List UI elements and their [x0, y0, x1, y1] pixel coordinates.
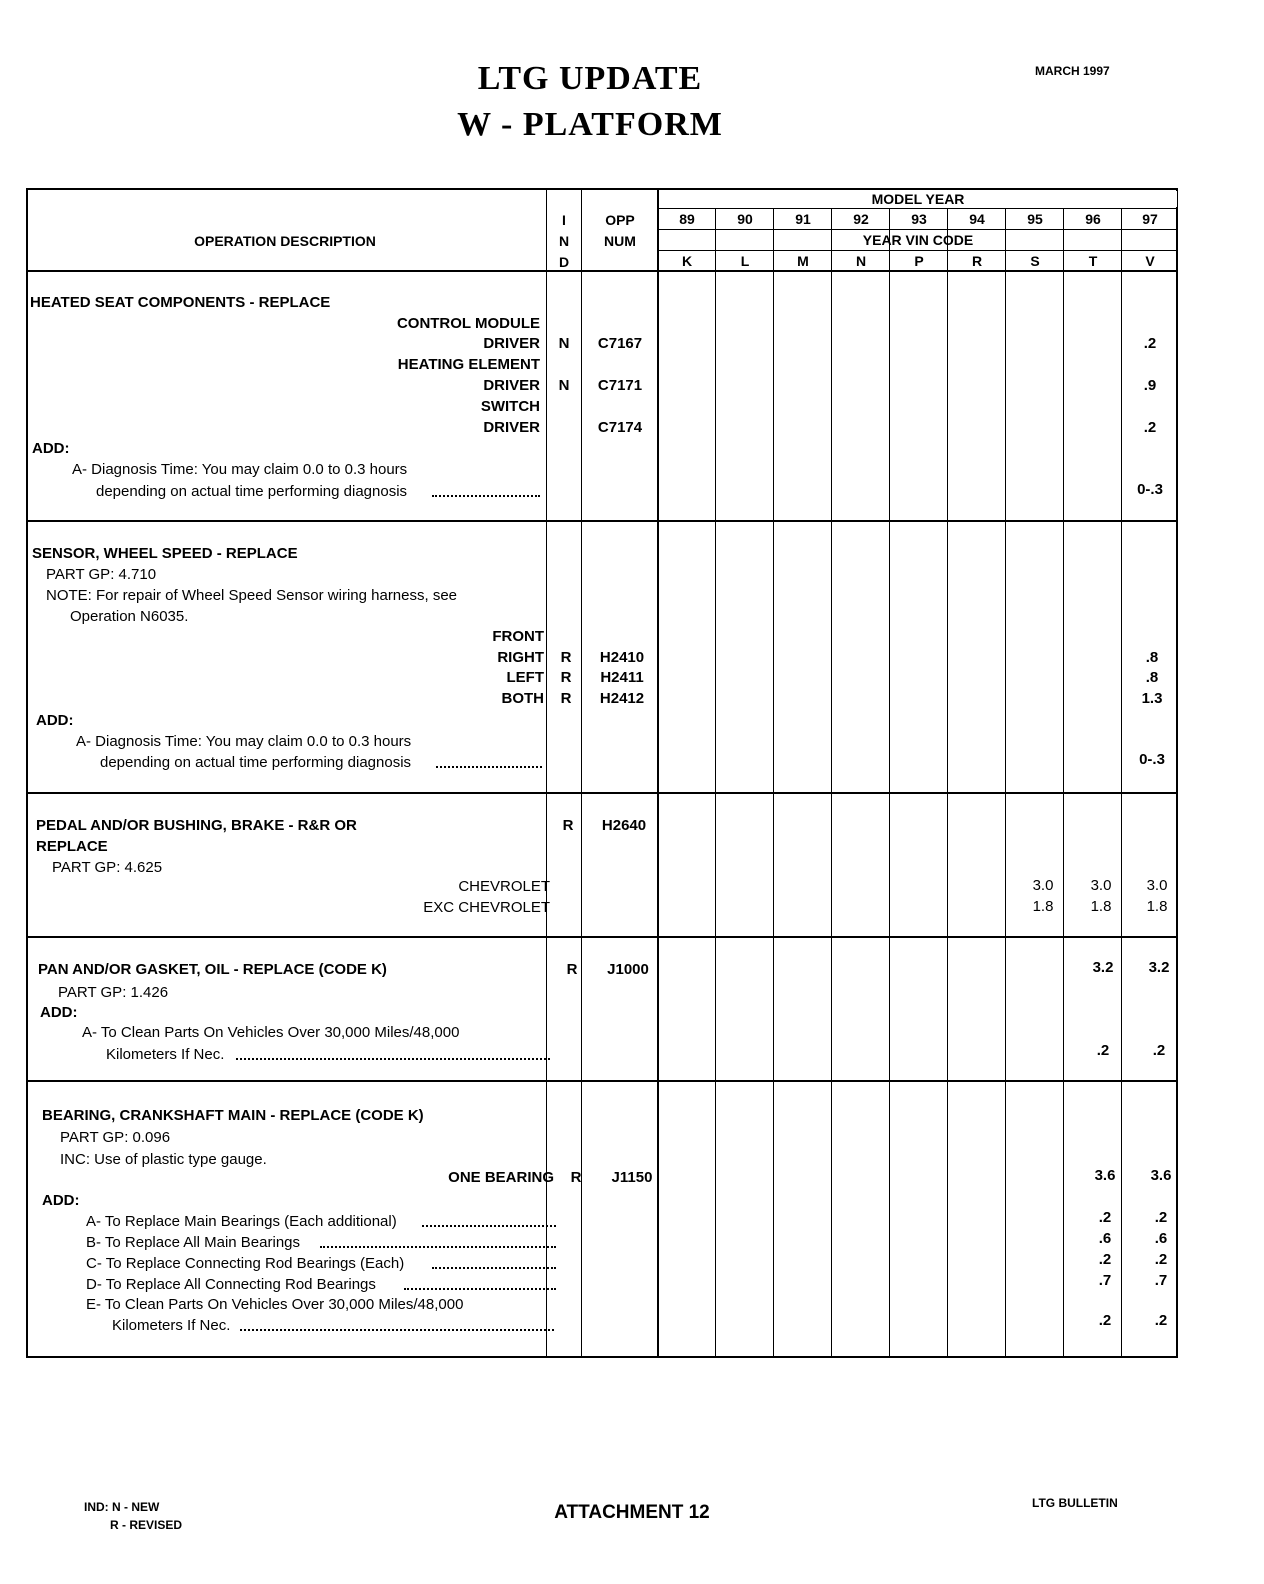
section-title: REPLACE — [36, 838, 108, 855]
add-item: depending on actual time performing diagnosis — [96, 483, 408, 500]
sub-heading: SWITCH — [480, 398, 540, 415]
value-96: .2 — [1098, 1312, 1112, 1329]
row-label: RIGHT — [497, 649, 544, 666]
opp-num: H2410 — [599, 649, 645, 666]
opp-num: H2412 — [599, 690, 645, 707]
value-97: .2 — [1152, 1042, 1166, 1059]
opp-num: H2411 — [600, 669, 644, 686]
note: NOTE: For repair of Wheel Speed Sensor wiring harness, see — [46, 587, 458, 604]
value-97: 1.8 — [1146, 898, 1168, 915]
date-label: MARCH 1997 — [1035, 64, 1110, 78]
ind-value: R — [560, 690, 572, 707]
value-97: .8 — [1145, 669, 1159, 686]
section-title: BEARING, CRANKSHAFT MAIN - REPLACE (CODE K) — [42, 1107, 424, 1124]
row-label: DRIVER — [483, 335, 540, 352]
year-91: 91 — [795, 211, 811, 227]
add-label: ADD: — [36, 712, 74, 729]
value-97: .2 — [1143, 419, 1157, 436]
add-item: A- To Clean Parts On Vehicles Over 30,000 Miles/48,000 — [82, 1024, 460, 1041]
value-96: .7 — [1098, 1272, 1112, 1289]
row-label: DRIVER — [483, 419, 540, 436]
value-97: 0-.3 — [1139, 751, 1165, 768]
part-group: PART GP: 0.096 — [60, 1129, 171, 1146]
header-ind-i: I — [562, 212, 566, 228]
year-89: 89 — [679, 211, 695, 227]
ind-value: R — [570, 1169, 582, 1186]
page-subtitle: W - PLATFORM — [457, 106, 723, 143]
value-96: .2 — [1096, 1042, 1110, 1059]
section-title: PEDAL AND/OR BUSHING, BRAKE - R&R OR — [36, 817, 357, 834]
header-num: NUM — [604, 233, 636, 249]
opp-num: J1150 — [611, 1169, 653, 1186]
ind-value: R — [560, 649, 572, 666]
header-vin-code: YEAR VIN CODE — [862, 232, 974, 248]
add-label: ADD: — [32, 440, 70, 457]
add-item: B- To Replace All Main Bearings — [86, 1234, 300, 1251]
value-95: 3.0 — [1032, 877, 1054, 894]
add-item: D- To Replace All Connecting Rod Bearings — [86, 1276, 376, 1293]
value-96: 1.8 — [1090, 898, 1112, 915]
value-97: .2 — [1154, 1312, 1168, 1329]
value-97: .6 — [1154, 1230, 1168, 1247]
year-96: 96 — [1085, 211, 1101, 227]
inc-note: INC: Use of plastic type gauge. — [60, 1151, 267, 1168]
value-97: .2 — [1143, 335, 1157, 352]
vin-code: P — [914, 253, 924, 269]
add-item: E- To Clean Parts On Vehicles Over 30,000 Miles/48,000 — [86, 1296, 464, 1313]
value-96: 3.2 — [1092, 959, 1114, 976]
value-97: 1.3 — [1141, 690, 1163, 707]
value-97: 3.2 — [1148, 959, 1170, 976]
add-label: ADD: — [42, 1192, 80, 1209]
note: Operation N6035. — [70, 608, 189, 625]
ind-value: R — [566, 961, 578, 978]
add-item: Kilometers If Nec. — [106, 1046, 225, 1063]
footer-ind-new: IND: N - NEW — [84, 1500, 160, 1514]
value-96: .2 — [1098, 1209, 1112, 1226]
part-group: PART GP: 4.625 — [52, 859, 163, 876]
value-97: .2 — [1154, 1251, 1168, 1268]
section-title: PAN AND/OR GASKET, OIL - REPLACE (CODE K) — [38, 961, 387, 978]
value-96: 3.0 — [1090, 877, 1112, 894]
vin-code: L — [740, 253, 750, 269]
page-title: LTG UPDATE — [477, 60, 703, 97]
opp-num: C7171 — [597, 377, 643, 394]
add-item: A- To Replace Main Bearings (Each additional) — [86, 1213, 397, 1230]
vin-code: R — [971, 253, 983, 269]
opp-num: J1000 — [607, 961, 649, 978]
value-97: .7 — [1154, 1272, 1168, 1289]
vin-code: K — [681, 253, 693, 269]
header-operation-description: OPERATION DESCRIPTION — [194, 233, 376, 249]
part-group: PART GP: 1.426 — [58, 984, 169, 1001]
year-94: 94 — [969, 211, 985, 227]
vin-code: V — [1145, 253, 1155, 269]
add-item: depending on actual time performing diagnosis — [100, 754, 412, 771]
ind-value: N — [558, 335, 570, 352]
vin-code: S — [1030, 253, 1040, 269]
value-97: .2 — [1154, 1209, 1168, 1226]
add-label: ADD: — [40, 1004, 78, 1021]
attachment-label: ATTACHMENT 12 — [554, 1502, 710, 1523]
section-title: HEATED SEAT COMPONENTS - REPLACE — [30, 294, 331, 311]
year-93: 93 — [911, 211, 927, 227]
value-96: .6 — [1098, 1230, 1112, 1247]
part-group: PART GP: 4.710 — [46, 566, 157, 583]
row-label: BOTH — [501, 690, 544, 707]
row-label: EXC CHEVROLET — [423, 899, 550, 916]
opp-num: C7174 — [597, 419, 643, 436]
header-model-year: MODEL YEAR — [659, 191, 1177, 207]
vin-code: N — [855, 253, 867, 269]
value-97: 3.6 — [1150, 1167, 1172, 1184]
add-item: A- Diagnosis Time: You may claim 0.0 to 0.3 hours — [72, 461, 408, 478]
sub-heading: FRONT — [492, 628, 544, 645]
add-item: Kilometers If Nec. — [112, 1317, 231, 1334]
bulletin-label: LTG BULLETIN — [1032, 1496, 1118, 1510]
value-97: 3.0 — [1146, 877, 1168, 894]
row-label: LEFT — [506, 669, 544, 686]
ind-value: R — [560, 669, 572, 686]
add-item: A- Diagnosis Time: You may claim 0.0 to 0.3 hours — [76, 733, 412, 750]
value-97: .9 — [1143, 377, 1157, 394]
row-label: CHEVROLET — [458, 878, 550, 895]
opp-num: H2640 — [601, 817, 647, 834]
header-ind-n: N — [558, 233, 570, 249]
footer-ind-revised: R - REVISED — [110, 1518, 183, 1532]
ind-value: R — [562, 817, 574, 834]
section-title: SENSOR, WHEEL SPEED - REPLACE — [32, 545, 298, 562]
year-95: 95 — [1027, 211, 1043, 227]
row-label: ONE BEARING — [448, 1169, 554, 1186]
vin-code: M — [797, 253, 809, 269]
sub-heading: HEATING ELEMENT — [397, 356, 540, 373]
year-97: 97 — [1142, 211, 1158, 227]
row-label: DRIVER — [483, 377, 540, 394]
year-90: 90 — [737, 211, 753, 227]
header-opp: OPP — [605, 212, 635, 228]
value-96: .2 — [1098, 1251, 1112, 1268]
year-92: 92 — [853, 211, 869, 227]
value-97: 0-.3 — [1137, 481, 1163, 498]
value-95: 1.8 — [1032, 898, 1054, 915]
value-96: 3.6 — [1094, 1167, 1116, 1184]
sub-heading: CONTROL MODULE — [396, 315, 540, 332]
add-item: C- To Replace Connecting Rod Bearings (Each) — [86, 1255, 405, 1272]
header-ind-d: D — [558, 254, 570, 270]
opp-num: C7167 — [597, 335, 643, 352]
vin-code: T — [1088, 253, 1098, 269]
value-97: .8 — [1145, 649, 1159, 666]
ind-value: N — [558, 377, 570, 394]
